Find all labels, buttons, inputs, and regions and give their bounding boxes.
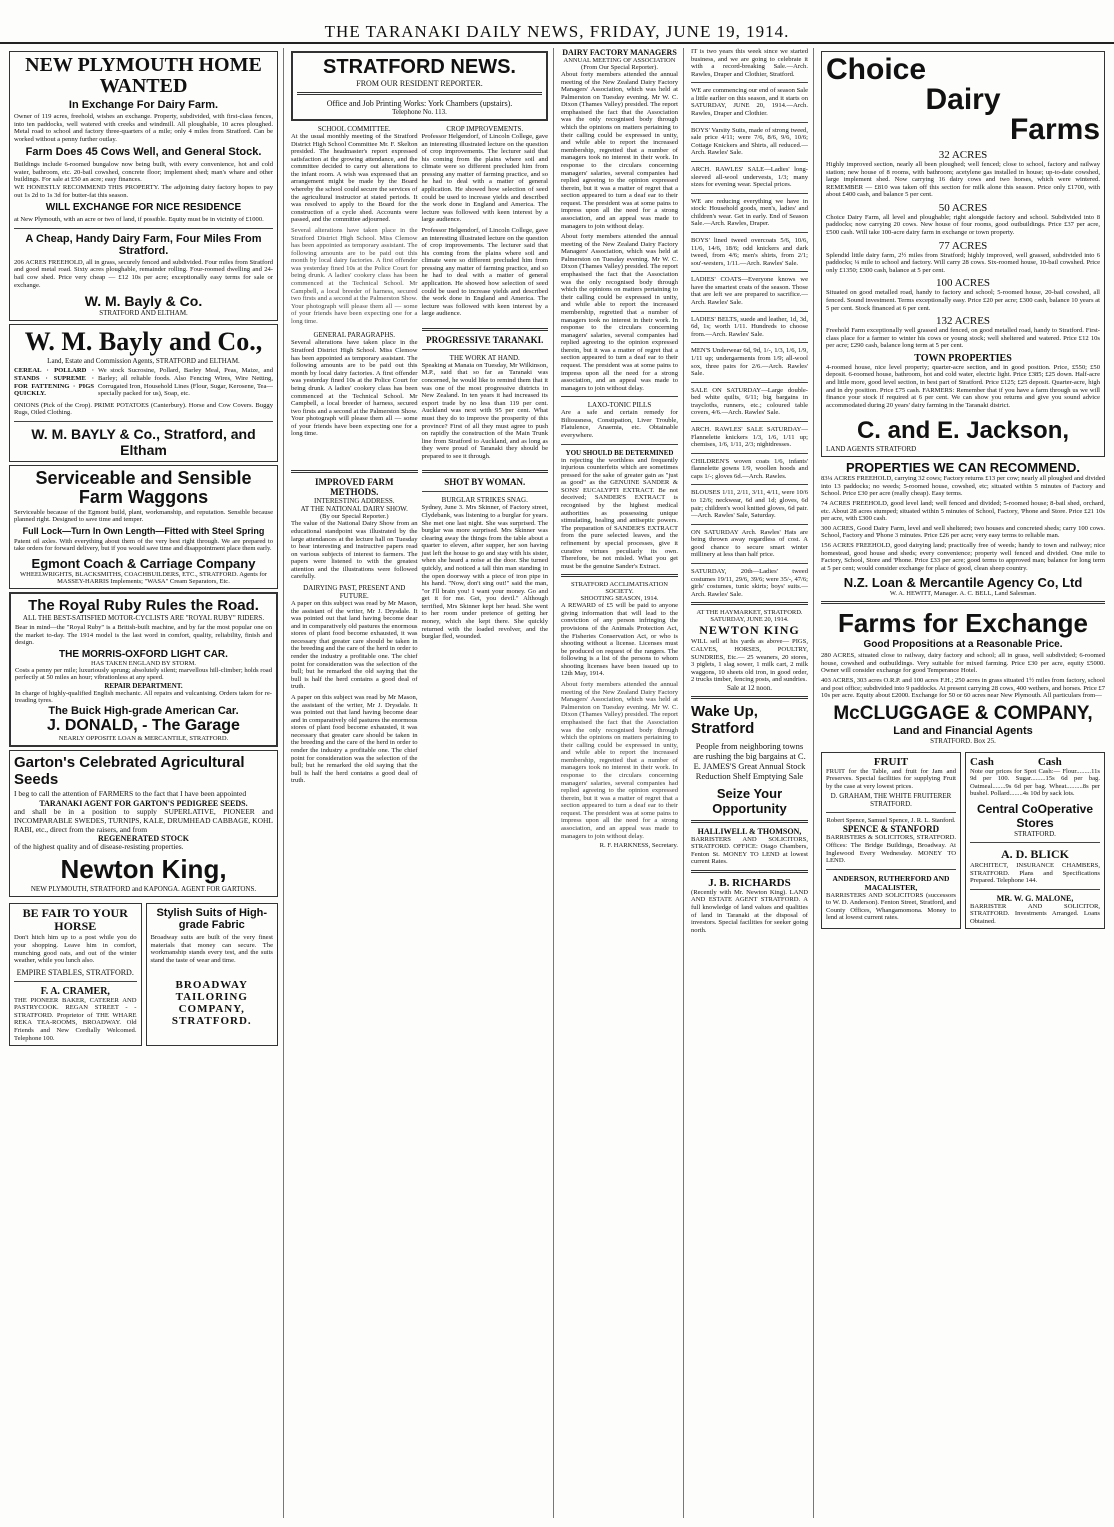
ad-fruit xyxy=(821,752,961,930)
ad-body: FRUIT for the Table, and fruit for Jam and Preserves. Special facilities for supplying Fruit by the case at very lowest prices. xyxy=(826,767,956,790)
ad-row xyxy=(9,900,278,1049)
listing-heading: 32 ACRES xyxy=(938,149,988,161)
ad-signature: McCLUGGAGE & COMPANY, xyxy=(833,702,1093,724)
ad-title: FRUIT xyxy=(873,755,909,768)
article-heading: LAXO-TONIC PILLS xyxy=(587,401,652,410)
sale-location: AT THE HAYMARKET, STRATFORD. xyxy=(696,609,803,617)
article-body: About forty members attended the annual meeting of the New Zealand Dairy Factory Managers' Association, which was held at Palmerston on Tuesday evening. Mr W. C. Dixon (Thames Valley) presided. The report emphasised the fact that the Association was the only recognised body through which the opinions on matters pertaining to their calling could be expressed in unity, and while able to report the increased membership, regretted that a number of managers took no interest in their work. In response to the circulars concerning managers' salaries, several companies had replied agreeing to the opinion expressed therein, but it was a matter of regret that a section appeared to turn a deaf ear to their request. The president was at some pains to impress upon all the need for a strong association, and an appeal was made to managers to join without delay. xyxy=(561,681,678,840)
ad-place: W. A. HEWITT, Manager. A. C. BELL, Land Salesman. xyxy=(889,590,1037,598)
ad-title: PROPERTIES WE CAN RECOMMEND. xyxy=(845,460,1080,476)
article-body: Are a safe and certain remedy for Biliousness, Constipation, Liver Trouble, Flatulence, Anaemia, etc. Obtainable everywhere. xyxy=(561,409,678,440)
listing-body: 403 ACRES, 303 acres O.R.P. and 100 acres F.H.; 250 acres in grass situated 1½ miles from factory, school and post office; subdivided into 9 paddocks. At present carrying 28 cows, 400 wethers, and horses. Price £7 10s per acre. Equity about £2000. Exchange for 50 or 60 acres near New Plymouth. All particulars from— xyxy=(821,676,1105,700)
ad-subtitle: HAS TAKEN ENGLAND BY STORM. xyxy=(91,659,196,667)
ad-body: I beg to call the attention of FARMERS to the fact that I have been appointed xyxy=(14,789,247,798)
ad-subtitle: Land, Estate and Commission Agents, STRATFORD and ELTHAM. xyxy=(47,357,240,366)
ad-place: STRATFORD. xyxy=(1014,830,1056,839)
ad-title: Farms xyxy=(1009,113,1100,146)
ad-place: STRATFORD. Box 25. xyxy=(930,736,996,745)
classified-item: LADIES' BELTS, suede and leather, 1d, 3d, 6d, 1s; worth 1/11. Hundreds to choose from.—Arch. Rawles' Sale. xyxy=(691,315,808,338)
article-body: Sydney, June 3. Mrs Skinner, of Factory street, Clydebank, was listening to a burglar for years. She met one last night. She was surprised. The burglar was more surprised. Mrs Skinner was clearing away the things from the table about a quarter to eleven, after supper, her son having just left the house to go and stay with his sister, when she heard a noise at the door. She turned quickly, and noticed a tall thin man standing in the open doorway with a piece of iron pipe in his hand. "Now, don't sing out!" said the man, "or I'll brain you! I want your money. Go and get it for me. Get, you devil." Although terrified, Mrs Skinner kept her head. She went to her room under pretence of getting her money, which she kept there. She quickly returned with the loaded revolver, and the burglar fled, wounded. xyxy=(421,504,548,641)
ad-signature: D. GRAHAM, THE WHITE FRUITERER STRATFORD. xyxy=(830,792,952,809)
ad-title: Cash Cash xyxy=(970,755,1062,768)
listing-heading: TOWN PROPERTIES xyxy=(914,352,1012,364)
ad-body: Bear in mind—the "Royal Ruby" is a British-built machine, and by far the most popular one on the market to-day. The 1914 model is the last word in comfort, quality, reliability, finish and design. xyxy=(15,623,272,647)
ad-place: WHEELWRIGHTS, BLACKSMITHS, COACHBUILDERS, ETC., STRATFORD. Agents for MASSEY-HARRIS Implements; "WASA" Cream Separators, Etc. xyxy=(20,570,267,585)
ad-title: Dairy xyxy=(925,83,1001,116)
listing-body: Splendid little dairy farm, 2½ miles from Stratford; highly improved, well grassed, subdivided into 6 paddocks; ¼ mile to school and factory. Will carry 28 cows. Six-roomed house, 10-bail cowshed. Price only £1350; £300 cash, balance at 5 per cent. xyxy=(826,251,1100,274)
ad-body: Owner of 119 acres, freehold, wishes an exchange. Property, subdivided, with first-class fences, into ten paddocks, well watered with creeks and windmill. All ploughable, 10 acres ploughed. Metal road to school and factory three-quarters of a mile; only 4 miles from Stratford. Can be worked without a penny further outlay. xyxy=(14,113,273,143)
listing-body: Choice Dairy Farm, all level and ploughable; right alongside factory and school. Subdivided into 8 paddocks; now carrying 20 cows. New house of four rooms, good outbuildings. Price £37 per acre, £500 cash. Will take 100-acre dairy farm in exchange or town property. xyxy=(826,213,1100,237)
ad-signature: W. M. Bayly & Co. xyxy=(84,293,203,310)
telephone-line: Telephone No. 113. xyxy=(392,108,447,116)
classified-item: SALE ON SATURDAY—Large double-bed white quilts, 6/11; big bargains in traycloths, runners, etc.; coloured table covers, 4/6.—Arch. Rawles' Sale. xyxy=(691,386,808,417)
classified-item: BLOUSES 1/11, 2/11, 3/11, 4/11, were 10/6 to 12/6; neckwear, 6d and 1d; gloves, 6d pair; children's wool knitted gloves, 6d pair.—Arch. Rawles' Sale, Saturday. xyxy=(691,489,808,520)
ad-body: In charge of highly-qualified English mechanic. All repairs and vulcanising. Orders taken for re-treading tyres. xyxy=(15,689,272,705)
column-2 xyxy=(286,48,554,1518)
article-body: A paper on this subject was read by Mr Mason, the assistant of the writer, Mr J. Drysdale. It was pointed out that land having become dear and in comparatively old pastures the enormous stores of plant food become exhausted, it was necessary that greater care should be taken in the breeding and the care of the herd in order to render the industry a profitable one. The chief point for consideration was the selection of the bull; but he remarked the old saying that the bull is half the herd contains a good deal of truth. xyxy=(291,600,418,691)
ad-title: The Royal Ruby Rules the Road. xyxy=(28,596,259,614)
office-line: Office and Job Printing Works: York Chambers (upstairs). xyxy=(326,99,513,108)
classified-item: ARCH. RAWLES' SALE SATURDAY—Flannelette knickers 1/3, 1/6, 1/11 up; chemises, 1/6, 1/11, 2/3; nightdresses. xyxy=(691,425,808,449)
article-heading: DAIRYING PAST, PRESENT AND FUTURE. xyxy=(303,584,406,601)
listing-body: 300 ACRES, Good Dairy Farm, level and well sheltered; two houses and concreted sheds; carry 100 cows. School, Factory and 'Phone 3 minutes. Price £26 per acre; very easy terms to reliable man. xyxy=(821,524,1105,540)
ad-body: We stock Sucrosine, Pollard, Barley Meal, Peas, Maize, and Barley; all reliable foods. Also Fencing Wires, Wire Netting, Corrugated Iron, Household Lines (Flour, Sugar, Kerosene, Tea—specially packed for us), Soap, etc. xyxy=(98,367,273,398)
ad-royal-ruby xyxy=(9,592,278,747)
ad-place: LAND AGENTS STRATFORD xyxy=(826,445,917,454)
ad-subtitle: ALL THE BEST-SATISFIED MOTOR-CYCLISTS ARE "ROYAL RUBY" RIDERS. xyxy=(22,613,265,622)
ad-signature: Egmont Coach & Carriage Company xyxy=(31,555,256,571)
listing-body: 4-roomed house, nice level property; quarter-acre section, and in good position. Price, £550; £50 deposit. 6-roomed house, bathroom, hot and cold water, electric light. Price £385; £25 down. Half-acre and little more, good level section, in best part of Stratford. Price £125; £25 deposit. Quarter-acre, high and in dry position. Price £75 cash. FARMERS: Remember that if you have a farm through us we will finance your stock if required at 6 per cent. We can show you returns and give you sound advice accommodated during 20 years' dairy farming in the Taranaki district. xyxy=(826,363,1100,409)
ad-signature: W. M. BAYLY & Co., Stratford, and Eltham xyxy=(31,425,256,458)
ad-place: NEW PLYMOUTH, STRATFORD and KAPONGA. AGENT FOR GARTONS. xyxy=(30,885,257,894)
firm-name: ANDERSON, RUTHERFORD AND MACALISTER, xyxy=(832,873,950,892)
ad-home-wanted xyxy=(9,51,278,321)
ad-farms-exchange xyxy=(821,608,1105,744)
byline: (By our Special Reporter.) xyxy=(319,513,389,521)
classified-item: BOYS' Varsity Suits, made of strong tweed, sale price 4/11; were 7/6, 8/6, 9/6, 10/6; Cottage Knickers and Shirts, all reduced.—Arch. Rawles' Sale. xyxy=(691,126,808,157)
article-body: in rejecting the worthless and frequently injurious counterfeits which are sometimes pressed for the sake of greater gain as "just as good" as the GENUINE SANDER & SONS' EUCALYPTI EXTRACT. Be not deceived; SANDER'S EXTRACT is recognised by the highest medical authorities as possessing unique stimulating, healing and antiseptic powers. The preparation of SANDER'S EXTRACT from the pure selected leaves, and the refinement by special processes, give it curative virtues peculiarly its own. Therefore, be not misled. What you get must be the genuine Sander's Extract. xyxy=(561,456,678,570)
article-body: About forty members attended the annual meeting of the New Zealand Dairy Factory Managers' Association, which was held at Palmerston on Tuesday evening. Mr W. C. Dixon (Thames Valley) presided. The report emphasised the fact that the Association was the only recognised body through which the opinions on matters pertaining to their calling could be expressed in unity, and while able to report the increased membership, regretted that a number of managers took no interest in their work. In response to the circulars concerning managers' salaries, several companies had replied agreeing to the opinion expressed therein, but it was a matter of regret that a section appeared to turn a deaf ear to their request. The president was at some pains to impress upon all the need for a strong association, and an appeal was made to managers to join without delay. xyxy=(561,233,678,392)
column-1 xyxy=(4,48,284,1518)
masthead: THE TARANAKI DAILY NEWS, FRIDAY, JUNE 19, 1914. xyxy=(0,0,1114,44)
ad-heading: TARANAKI AGENT FOR GARTON'S PEDIGREE SEEDS. xyxy=(39,798,248,808)
sale-time: Sale at 12 noon. xyxy=(726,683,773,692)
ad-footer: ONIONS (Pick of the Crop). PRIME POTATOES (Canterbury). Horse and Cow Covers. Buggy Rugs, Oiled Clothing. xyxy=(14,401,273,417)
ad-body: People from neighboring towns are rushing the big bargains at C. E. JAMES'S Great Annual Stock Reduction Shelf Emptying Sale xyxy=(693,740,806,782)
classified-item: MEN'S Underwear 6d, 9d, 1/-, 1/3, 1/6, 1/9, 1/11 up; undergarments from 1/9; all-wool sox, three pairs for 2/6.—Arch. Rawles' Sale. xyxy=(691,347,808,378)
ad-body: Costs a penny per mile; luxuriously sprung; absolutely silent; marvellous hill-climber; holds road perfectly at 50 miles an hour; vibrationless at any speed. xyxy=(15,666,272,682)
firm-body: BARRISTERS & SOLICITORS, STRATFORD. Offices: The Bridge Buildings, Broadway. At Inglewood Every Wednesday. MONEY TO LEND. xyxy=(826,834,956,865)
news-columns xyxy=(291,125,548,460)
ad-signature: Newton King, xyxy=(60,854,227,885)
listing-body: 156 ACRES FREEHOLD, good dairying land; practically free of weeds; handy to town and railway; nice homestead, good house and sheds; every convenience; property well fenced and divided. One mile to Factory, School, Store and 'Phone. Price £33 per acre; good terms to approved man; balance for long term at 5 per cent; would consider exchange for place of good, clean sheep country. xyxy=(821,541,1105,572)
firm-body: BARRISTERS AND SOLICITORS, STRATFORD. OFFICE: Otago Chambers, Fenton St. MONEY TO LEND at lowest current Rates. xyxy=(691,835,808,866)
firm-body: BARRISTERS AND SOLICITORS (successors to W. D. Anderson). Fenton Street, Stratford, and County Offices, Whangamomona. Money to lend at lowest current rates. xyxy=(826,891,956,922)
ad-cash xyxy=(965,752,1105,930)
product-list: CEREAL · POLLARD · STANDS · SUPREME · FOR FATTENING · PIGS QUICKLY. xyxy=(14,367,94,398)
firm-name: A. D. BLICK xyxy=(1000,847,1069,862)
ad-choice-farms xyxy=(821,51,1105,457)
ad-body: Serviceable because of the Egmont build, plant, workmanship, and reputation. Sensible because planned right. Designed to save time and temper. xyxy=(14,508,273,524)
ad-title: Serviceable and Sensible Farm Waggons xyxy=(35,467,252,507)
ad-body: Buildings include 6-roomed bungalow now being built, with every convenience, hot and cold water, bathroom, etc. 20-bail cowshed, concrete floor; implement shed; man's whare and other buildings. For sale at £50 an acre; easy finances. xyxy=(14,161,273,184)
article-heading: IMPROVED FARM METHODS. xyxy=(314,477,394,498)
classified-item: LADIES' COATS—Everyone knows we have the smartest coats of the season. Those that are left we are prepared to sacrifice.—Arch. Rawles' Sale. xyxy=(691,276,808,307)
article-body: Several alterations have taken place in the Stratford District High School. Miss Clemow has been appointed as temporary assistant. The following amounts are to be paid out this month by local dairy factories. A first offender was yesterday fined 10s at the Police Court for being drunk. A ladies' cookery class has been commenced at the Technical School. Mr Campbell, a local breeder of harness, secured two firsts and a second at the Palmerston Show. Your photograph will please them all — some of your friends have been expecting one for a long time. xyxy=(291,339,418,438)
listing-body: Situated on good metalled road, handy to factory and school; 5-roomed house, 20-bail cowshed, all fenced. Sound investment. Terms exceptionally easy. Price £20 per acre; £300 cash, balance 10 years at 5 per cent. Stock financed at 6 per cent. xyxy=(826,289,1100,312)
article-heading: BURGLAR STRIKES SNAG. xyxy=(441,496,528,505)
ad-title: Garton's Celebrated Agricultural Seeds xyxy=(14,754,245,788)
article-heading: CROP IMPROVEMENTS. xyxy=(446,125,524,133)
ad-heading: A Cheap, Handy Dairy Farm, Four Miles From Stratford. xyxy=(25,232,262,257)
listing-heading: 132 ACRES xyxy=(935,315,991,328)
auctioneer-name: NEWTON KING xyxy=(699,623,800,638)
listing-body: Freehold Farm exceptionally well grassed and fenced, on good metalled road, handy to Stratford. First-class place for a farmer to winter his cows or young stock; well sheltered and watered. Price £12 10s per acre; £290 cash, balance long term at 5 per cent. xyxy=(826,327,1100,350)
ad-heading: The Buick High-grade American Car. xyxy=(48,705,239,717)
ad-broadway xyxy=(146,903,279,1046)
column-3 xyxy=(556,48,684,1518)
ad-empire-stables xyxy=(9,903,142,1046)
article-heading: SHOOTING SEASON, 1914. xyxy=(580,595,659,603)
article-body: The value of the National Dairy Show from an educational standpoint was illustrated by the large attendances at the lecture hall on Tuesday to hear interesting and instructive papers read on various subjects of interest to farmers. The papers were listened to with the greatest attention and the illustrations were followed carefully. xyxy=(291,520,418,581)
ad-body: at New Plymouth, with an acre or two of land, if possible. Equity must be in vicinity of £1000. xyxy=(14,216,264,224)
byline: (From Our Special Reporter). xyxy=(581,64,658,71)
article-body: About forty members attended the annual meeting of the New Zealand Dairy Factory Managers' Association, which was held at Palmerston on Tuesday evening. Mr W. C. Dixon (Thames Valley) presided. The report emphasised the fact that the Association was the only recognised body through which the opinions on matters pertaining to their calling could be expressed in unity, and while able to report the increased membership, regretted that a number of managers took no interest in their work. In response to the circulars concerning managers' salaries, several companies had replied agreeing to the opinion expressed therein, but it was a matter of regret that a section appeared to turn a deaf ear to their request. The president was at some pains to impress upon all the need for a strong association, and an appeal was made to managers to join without delay. xyxy=(561,71,678,230)
article-body: Speaking at Manaia on Tuesday, Mr Wilkinson, M.P., said that so far as Taranaki was concerned, he would like to remind them that it was one of the most progressive districts in New Zealand. In ten years it had increased its export trade by no less than 119 per cent. Auckland was next with 95 per cent. What must they do to improve the prosperity of this province? First of all they must agree to push on rapidly the construction of the Main Trunk line from Stratford to Auckland, and as long as they were proud of Taranaki they should be prepared to see it through. xyxy=(421,361,548,460)
classified-item: ARCH. RAWLES' SALE—Ladies' long-sleeved all-wool undervests, 1/3; many sizes for evening wear. Special prices. xyxy=(691,165,808,189)
signature: R. F. HARKNESS, Secretary. xyxy=(599,842,678,850)
section-subtitle: FROM OUR RESIDENT REPORTER. xyxy=(356,79,483,88)
ad-subtitle: Good Propositions at a Reasonable Price. xyxy=(863,639,1063,651)
article-heading: SHOT BY WOMAN. xyxy=(444,477,526,488)
ad-subtitle: In Exchange For Dairy Farm. xyxy=(68,99,219,111)
ad-properties xyxy=(821,460,1105,597)
ad-signature: N.Z. Loan & Mercantile Agency Co, Ltd xyxy=(843,575,1083,591)
firm-name: HALLIWELL & THOMSON, xyxy=(697,826,802,836)
ad-body: of the highest quality and of disease-resisting properties. xyxy=(14,842,184,852)
firm-name: J. B. RICHARDS xyxy=(708,876,791,889)
ad-body: and shall be in a position to supply SUPERLATIVE, PIONEER and INCOMPARABLE SWEDES, TURNIPS, KALE, DRUMHEAD CABBAGE, KOHL RABI, etc., direct from the raisers, and from xyxy=(14,806,273,834)
article-body: A paper on this subject was read by Mr Mason, the assistant of the writer, Mr J. Drysdale. It was pointed out that land having become dear and in comparatively old pastures the enormous stores of plant food become exhausted, it was necessary that greater care should be taken in the breeding and the care of the herd in order to render the industry a profitable one. The chief point for consideration was the selection of the bull; but he remarked the old saying that the bull is half the herd contains a good deal of truth. xyxy=(291,693,418,785)
ad-signature: BROADWAY TAILORING COMPANY, STRATFORD. xyxy=(171,978,252,1027)
ad-heading: Full Lock—Turn In Own Length—Fitted with Steel Spring xyxy=(22,525,265,536)
article-heading: INTERESTING ADDRESS. xyxy=(313,497,395,506)
article-heading: GENERAL PARAGRAPHS. xyxy=(313,331,396,340)
ad-title: Farms for Exchange xyxy=(838,608,1088,639)
article-heading: YOU SHOULD BE DETERMINED xyxy=(565,448,674,457)
article-heading: AT THE NATIONAL DAIRY SHOW. xyxy=(300,505,408,514)
ad-row xyxy=(821,749,1105,933)
ad-place: NEARLY OPPOSITE LOAN & MERCANTILE, STRATFORD. xyxy=(58,735,229,742)
ad-signature: J. DONALD, - The Garage xyxy=(47,717,240,734)
ad-body: Patent oil axles. With everything about them of the very best right through. We are prepared to take orders for forward delivery, but if you would save time and disappointment place them early. xyxy=(14,537,273,553)
classified-item: SATURDAY, 20th—Ladies' tweed costumes 19/11, 29/6, 39/6; were 35/-, 47/6; girls' costumes, tunic skirts; boys' suits.—Arch. Rawles' Sale. xyxy=(691,568,808,598)
classified-item: WE are commencing our end of season Sale a little earlier on this season, and it starts on SATURDAY, JUNE 20, 1914.—Arch. Rawles, Draper and Clothier. xyxy=(691,87,808,118)
classified-item: CHILDREN'S woven coats 1/6, infants' flannelette gowns 1/9, woollen hoods and caps 1/-; gloves 6d.—Arch. Rawles. xyxy=(691,457,808,480)
listing-heading: 77 ACRES xyxy=(938,239,988,252)
ad-bayly xyxy=(9,324,278,462)
ad-body: Broadway suits are built of the very finest materials that money can secure. The workmanship stands every test, and the suits stand the taste of wear and time. xyxy=(150,934,273,964)
article-body: Several alterations have taken place in the Stratford District High School. Miss Clemow has been appointed as temporary assistant. The following amounts are to be paid out this month by local dairy factories. A first offender was yesterday fined 10s at the Police Court for being drunk. A ladies' cookery class has been commenced at the Technical School. Mr Campbell, a local breeder of harness, secured two firsts and a second at the Palmerston Show. Your photograph will please them all — some of your friends have been expecting one for a long time. xyxy=(291,226,418,325)
ad-body: THE PIONEER BAKER, CATERER AND PASTRYCOOK. REGAN STREET - - STRATFORD. Proprietor of THE WHARE REKA TEA-ROOMS, BROADWAY. Old Friends and New Cordially Welcomed. Telephone 100. xyxy=(14,996,137,1042)
price-list: Note our prices for Spot Cash:— Flour.........11s 9d per 100. Sugar.........15s 6d per bag. Oatmeal........9s 6d per bag. Wheat..........8s per bushel. Pollard........4s 10d by sack lots. xyxy=(970,767,1100,798)
article-body: At the usual monthly meeting of the Stratford District High School Committee Mr. F. Skelton presided. The headmaster's report expressed satisfaction at the growing attendance, and the committee decided to carry out alterations to the infant room. A wish was expressed that an arrangement might be made by the Board whereby the school could secure the services of the agricultural instructor at stated periods. It was resolved to apply to the Board for the construction of a cycle shed. Accounts were passed, and the committee adjourned. xyxy=(291,133,418,224)
article-heading: PROGRESSIVE TARANAKI. xyxy=(426,334,544,345)
column-4 xyxy=(686,48,814,1518)
classified-item: WE are reducing everything we have in stock: Household goods, men's, ladies' and children's wear. Get in early. End of Season Sale.—Arch. Rawles, Draper. xyxy=(691,197,808,228)
article-heading: THE WORK AT HAND. xyxy=(449,353,520,362)
listing-heading: 50 ACRES xyxy=(938,201,988,214)
classified-item: IT is two years this week since we started business, and we are going to celebrate it with a record-breaking Sale.—Arch. Rawles, Draper and Clothier, Stratford. xyxy=(691,48,808,78)
ad-title: W. M. Bayly and Co., xyxy=(24,327,263,357)
article-body: Professor Helgendorf, of Lincoln College, gave an interesting illustrated lecture on the question of crop improvements. The lecturer said that his coming from the plains where soil and climate were so different precluded him from pressing any matter of farming practice, and so he had to deal with a matter of general application. He showed how selection of seed could be used to increase yields and described the work done in England and America. The lecture was followed with keen interest by a large audience. xyxy=(421,133,548,224)
stratford-news-header xyxy=(291,51,548,121)
firm-body: ARCHITECT, INSURANCE CHAMBERS, STRATFORD. Plans and Specifications Prepared. Telephone 144. xyxy=(970,862,1100,885)
section-title: STRATFORD NEWS. xyxy=(323,56,516,78)
sale-date: SATURDAY, JUNE 20, 1914. xyxy=(710,616,789,624)
article-body: A REWARD of £5 will be paid to anyone giving information that will lead to the conviction of any person infringing the provisions of the Animals Protection Act, the Fisheries Conservation Act, or who is shooting without a license. Licenses must be produced on request of the rangers. The following is a list of the persons to whom shooting licenses have been issued up to 12th May, 1914. xyxy=(561,602,678,678)
article-heading: ANNUAL MEETING OF ASSOCIATION xyxy=(563,57,676,64)
listing-body: 83¼ ACRES FREEHOLD, carrying 32 cows; Factory returns £13 per cow; nearly all ploughed and divided into 13 paddocks; no weeds; 5-roomed house, cowshed, etc; situated within 5 minutes of Factory and School. Price £30 per acre (really cheap). Easy terms. xyxy=(821,475,1105,498)
ad-signature: Central CoOperative Stores xyxy=(976,802,1094,831)
firm-body: (Recently with Mr. Newton King). LAND AND ESTATE AGENT STRATFORD. A full knowledge of land values and qualities of land in Taranaki at the disposal of investors. Special facilities for seeker going north. xyxy=(691,888,808,934)
ad-title: Stylish Suits of High-grade Fabric xyxy=(156,907,268,932)
ad-body: 206 ACRES FREEHOLD, all in grass, securely fenced and subdivided. Four miles from Stratford and good metal road. Sixty acres ploughable, remainder rolling. Four-roomed dwelling and 24-bail cow shed. Price very cheap — £12 10s per acre; exceptionally easy terms for sale or exchange. xyxy=(14,258,273,289)
listing-body: Highly improved section, nearly all been ploughed; well fenced; close to school, factory and railway station; new house of 8 rooms, with bathroom; acetylene gas installed in house; up-to-date cowshed, large implement shed. Now carrying 16 dairy cows and two horses, which were wintered. REMEMBER — £810 was taken off this section for milk alone this season. Price only £1700, with about £400 cash, and balance 5 per cent. xyxy=(826,161,1100,199)
ad-heading: REGENERATED STOCK xyxy=(97,834,190,844)
article-heading: STRATFORD ACCLIMATISATION SOCIETY. xyxy=(571,581,668,596)
ad-title: F. A. CRAMER, xyxy=(40,985,110,997)
ad-waggons xyxy=(9,465,278,589)
classified-item: ON SATURDAY Arch. Rawles' Hats are being thrown away regardless of cost. A good chance to secure smart winter millinery at less than half price. xyxy=(691,528,808,559)
sale-list: WILL sell at his yards as above— PIGS, CALVES, HORSES, POULTRY, SUNDRIES, Etc.— 25 weaners, 20 stores, 3 piglets, 1 slag sower, 1 milk cart, 2 milk waggons, 10 sheets old iron, in good order, 2 trucks timber, fencing posts, and sundries. xyxy=(691,638,808,684)
ad-body: WE HONESTLY RECOMMEND THIS PROPERTY. The adjoining dairy factory hopes to pay out 1s 2d to 1s 3d for butter-fat this season. xyxy=(14,184,273,199)
ad-body: Don't hitch him up to a post while you do your shopping. Leave him in comfort, munching good oats, and out of the winter weather, while you lunch also. xyxy=(14,934,137,965)
classified-item: BOYS' lined tweed overcoats 5/6, 10/6, 11/6, 14/6, 18/6; odd knickers and dark tweed, from 4/6; men's shirts, from 2/1; sou'-westers, 1/11.—Arch. Rawles' Sale. xyxy=(691,236,808,267)
ad-title: NEW PLYMOUTH HOME WANTED xyxy=(25,54,262,97)
ad-garton xyxy=(9,750,278,897)
firm-name: MR. W. G. MALONE, xyxy=(996,893,1074,903)
ad-heading: REPAIR DEPARTMENT. xyxy=(104,681,183,690)
ad-signature: C. and E. Jackson, xyxy=(856,417,1070,445)
ad-subtitle: Land and Financial Agents xyxy=(893,724,1033,737)
ad-heading: WILL EXCHANGE FOR NICE RESIDENCE xyxy=(45,202,242,214)
listing-body: 280 ACRES, situated close to railway, dairy factory and school; all in grass, well subdivided; 6-roomed house, cowshed and outbuildings. Very suitable for mixed farming. Price £30 per acre, equity £5000. Owner will consider exchange for good Temperance Hotel. xyxy=(821,652,1105,675)
news-columns xyxy=(291,466,548,785)
listing-body: 74 ACRES FREEHOLD, good level land; well fenced and divided; 5-roomed house; 8-bail shed, orchard, etc. About 28 acres stumped; situated within 5 minutes of School, Factory, 'Phone and Store. Price £21 10s per acre, with £300 cash. xyxy=(821,500,1105,523)
ad-heading: Farm Does 45 Cows Well, and General Stock. xyxy=(25,146,262,159)
ad-signature: EMPIRE STABLES, STRATFORD. xyxy=(16,967,134,977)
article-heading: SCHOOL COMMITTEE. xyxy=(317,125,391,133)
ad-place: STRATFORD AND ELTHAM. xyxy=(99,309,188,318)
firm-body: BARRISTER AND SOLICITOR, STRATFORD. Investments Arranged. Loans Obtained. xyxy=(970,902,1100,925)
ad-heading: Seize Your Opportunity xyxy=(712,785,787,816)
ad-title: BE FAIR TO YOUR HORSE xyxy=(22,906,128,933)
article-heading: DAIRY FACTORY MANAGERS xyxy=(562,48,677,57)
partner-names: Robert Spence, Samuel Spence, J. R. L. Stanford. xyxy=(826,817,956,825)
article-body: Professor Helgendorf, of Lincoln College, gave an interesting illustrated lecture on the question of crop improvements. The lecturer said that his coming from the plains where soil and climate were so different precluded him from pressing any matter of farming practice, and so he had to deal with a matter of general application. He showed how selection of seed could be used to increase yields and described the work done in England and America. The lecture was followed with keen interest by a large audience. xyxy=(421,226,548,318)
listing-heading: 100 ACRES xyxy=(935,277,991,290)
firm-name: SPENCE & STANFORD xyxy=(842,824,940,835)
ad-title: Wake Up, Stratford xyxy=(691,702,758,737)
ad-heading: THE MORRIS-OXFORD LIGHT CAR. xyxy=(59,648,228,660)
column-5 xyxy=(816,48,1110,1518)
ad-title: Choice xyxy=(826,53,927,86)
